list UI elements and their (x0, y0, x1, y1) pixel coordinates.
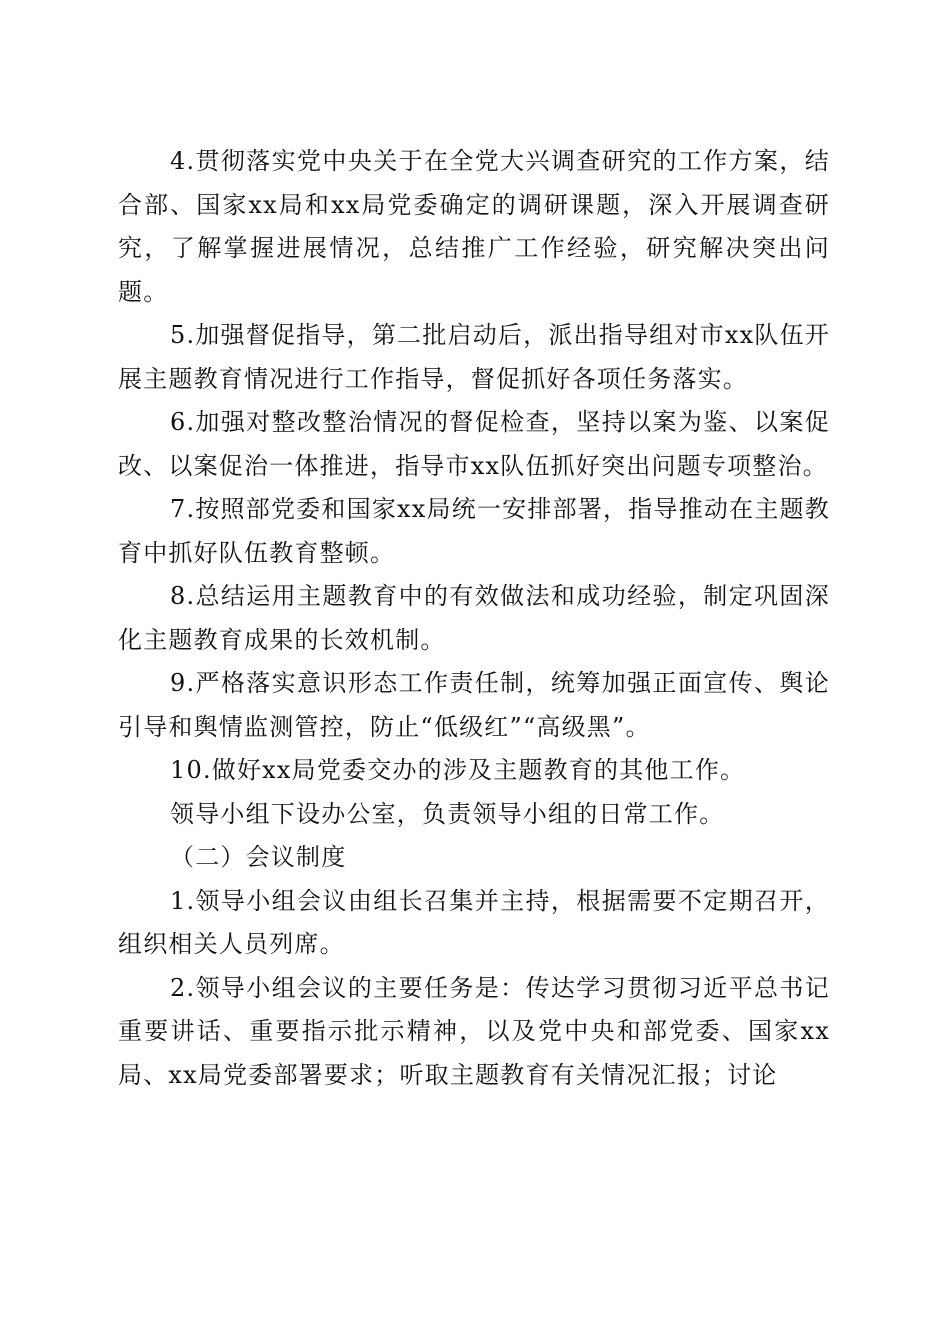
paragraph-item-10: 10.做好xx局党委交办的涉及主题教育的其他工作。 (170, 756, 746, 784)
paragraph-meeting-2: 2.领导小组会议的主要任务是：传达学习贯彻习近平总书记重要讲话、重要指示批示精神，以及党中央和部党委、国家xx局、xx局党委部署要求；听取主题教育有关情况汇报；讨论 (118, 973, 830, 1089)
paragraph-meeting-1: 1.领导小组会议由组长召集并主持，根据需要不定期召开，组织相关人员列席。 (118, 886, 830, 958)
paragraph-item-7: 7.按照部党委和国家xx局统一安排部署，指导推动在主题教育中抓好队伍教育整顿。 (118, 495, 830, 567)
paragraph-item-6: 6.加强对整改整治情况的督促检查，坚持以案为鉴、以案促改、以案促治一体推进，指导市xx队伍抓好突出问题专项整治。 (118, 408, 830, 480)
paragraph-item-8: 8.总结运用主题教育中的有效做法和成功经验，制定巩固深化主题教育成果的长效机制。 (118, 582, 830, 654)
section-heading: （二）会议制度 (170, 843, 347, 871)
paragraph-item-4: 4.贯彻落实党中央关于在全党大兴调查研究的工作方案，结合部、国家xx局和xx局党委确定的调研课题，深入开展调查研究，了解掌握进展情况，总结推广工作经验，研究解决突出问题。 (118, 147, 830, 306)
paragraph-item-5: 5.加强督促指导，第二批启动后，派出指导组对市xx队伍开展主题教育情况进行工作指导，督促抓好各项任务落实。 (118, 321, 830, 393)
document-body (118, 140, 830, 1097)
paragraph-office-note: 领导小组下设办公室，负责领导小组的日常工作。 (170, 799, 725, 828)
paragraph-item-9: 9.严格落实意识形态工作责任制，统筹加强正面宣传、舆论引导和舆情监测管控，防止“低级红”“高级黑”。 (118, 669, 830, 741)
